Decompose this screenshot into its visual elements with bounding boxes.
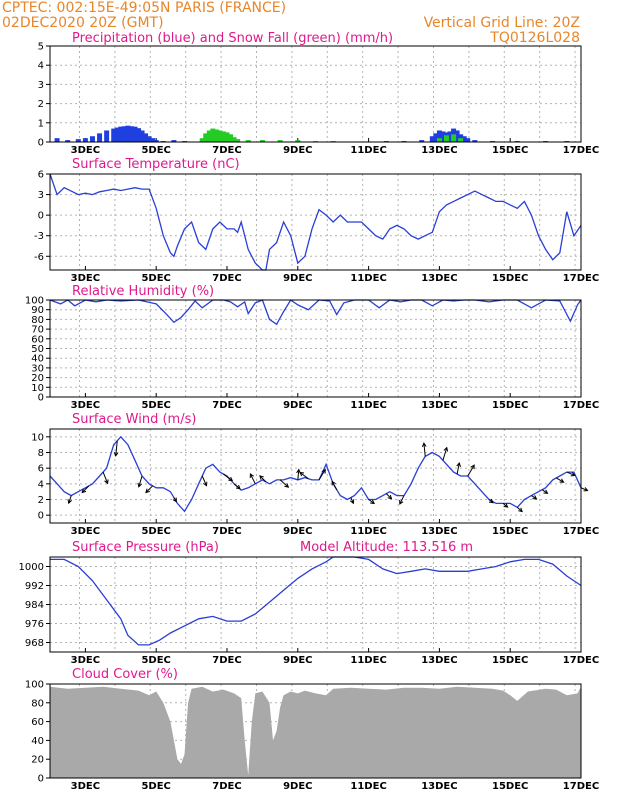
humidity-ytick-label: 40 [31,353,44,365]
temperature-ytick-label: -6 [34,251,44,263]
precip-ytick-label: 4 [37,60,44,72]
temperature-ytick-label: 6 [37,169,44,181]
wind-xtick-label: 3DEC [70,526,101,537]
temperature-series-line [50,174,581,270]
pressure-xtick-label: 15DEC [492,655,529,666]
precip-xtick-label: 5DEC [141,145,171,156]
temperature-xtick-label: 5DEC [141,273,171,284]
header-run-time: 02DEC2020 20Z (GMT) [2,15,164,31]
cloud-ytick-label: 100 [24,679,44,691]
precip-ytick-label: 2 [37,99,44,111]
precip-xtick-label: 11DEC [350,145,387,156]
cloud-ytick-label: 20 [31,754,44,766]
humidity-xtick-label: 13DEC [421,400,458,411]
wind-ytick-label: 8 [37,448,44,459]
precip-green-bar [451,134,456,142]
cloud-ytick-label: 60 [31,717,44,729]
wind-panel [31,429,599,537]
precip-xtick-label: 13DEC [421,145,458,156]
humidity-xtick-label: 3DEC [70,400,101,411]
humidity-ytick-label: 50 [31,344,44,355]
wind-title: Surface Wind (m/s) [72,412,197,427]
wind-xtick-label: 5DEC [141,526,171,537]
wind-series-line [50,437,581,512]
precip-ytick-label: 1 [37,118,44,130]
cloud-panel [25,680,599,793]
pressure-xtick-label: 11DEC [350,655,387,666]
temperature-panel [34,170,599,285]
precip-blue-bar [104,130,109,142]
header-location: CPTEC: 002:15E-49:05N PARIS (FRANCE) [2,0,287,16]
humidity-ytick-label: 10 [31,382,44,394]
precip-panel [38,42,600,157]
temperature-xtick-label: 11DEC [350,273,387,284]
humidity-ytick-label: 100 [24,295,44,307]
humidity-ytick-label: 60 [31,334,44,346]
cloud-xtick-label: 11DEC [350,781,387,792]
precip-green-bar [458,138,463,142]
precip-xtick-label: 7DEC [212,145,242,156]
cloud-xtick-label: 5DEC [141,781,171,792]
precip-blue-bar [55,138,60,142]
humidity-xtick-label: 17DEC [562,400,600,411]
precip-title: Precipitation (blue) and Snow Fall (green) (mm/h) [72,31,394,46]
cloud-title: Cloud Cover (%) [72,667,178,682]
temperature-ytick-label: 0 [37,210,44,222]
wind-xtick-label: 11DEC [350,526,387,537]
humidity-xtick-label: 15DEC [492,400,529,411]
precip-blue-bar [465,138,470,142]
pressure-title: Surface Pressure (hPa) [72,540,219,555]
header-model: TQ0126L028 [490,30,580,46]
temperature-xtick-label: 7DEC [212,273,242,284]
pressure-ytick-label: 968 [24,638,44,649]
temperature-xtick-label: 3DEC [70,273,101,284]
pressure-panel [19,557,600,666]
wind-xtick-label: 7DEC [212,526,242,537]
humidity-ytick-label: 90 [31,305,44,317]
wind-xtick-label: 13DEC [421,526,458,537]
cloud-area [50,687,581,778]
precip-ytick-label: 0 [37,137,44,149]
temperature-xtick-label: 17DEC [562,273,600,284]
precip-ytick-label: 3 [37,79,44,91]
cloud-xtick-label: 17DEC [562,781,600,792]
pressure-xtick-label: 13DEC [421,655,458,666]
humidity-xtick-label: 5DEC [141,400,171,411]
humidity-title: Relative Humidity (%) [72,284,215,299]
precip-xtick-label: 17DEC [562,145,600,156]
header-grid-line: Vertical Grid Line: 20Z [423,15,580,31]
temperature-xtick-label: 13DEC [421,273,458,284]
temperature-xtick-label: 15DEC [492,273,529,284]
precip-green-bar [437,138,442,142]
cloud-xtick-label: 13DEC [421,781,458,792]
humidity-ytick-label: 20 [31,373,44,385]
precip-green-bar [444,135,449,142]
cloud-ytick-label: 0 [37,773,44,785]
temperature-ytick-label: -3 [34,231,44,243]
pressure-ytick-label: 1000 [18,562,44,573]
pressure-ytick-label: 992 [24,581,44,592]
humidity-ytick-label: 70 [31,324,44,336]
pressure-xtick-label: 9DEC [283,655,313,666]
cloud-ytick-label: 80 [31,698,44,710]
cloud-xtick-label: 7DEC [212,781,242,792]
precip-blue-bar [90,136,95,142]
wind-frame [50,429,581,523]
humidity-ytick-label: 80 [31,314,44,326]
wind-ytick-label: 10 [31,432,44,444]
temperature-ytick-label: 3 [37,190,44,202]
temperature-xtick-label: 9DEC [283,273,313,284]
precip-blue-bar [97,133,102,142]
pressure-ytick-label: 976 [24,619,44,630]
precip-xtick-label: 15DEC [492,145,529,156]
temperature-title: Surface Temperature (nC) [72,157,240,172]
wind-ytick-label: 6 [37,463,44,475]
pressure-xtick-label: 17DEC [562,655,600,666]
wind-xtick-label: 17DEC [562,526,600,537]
humidity-xtick-label: 7DEC [212,400,242,411]
pressure-series-line [50,557,581,645]
precip-blue-bar [83,138,88,142]
precip-xtick-label: 9DEC [283,145,313,156]
humidity-ytick-label: 0 [37,392,44,404]
humidity-ytick-label: 30 [31,363,44,375]
precip-xtick-label: 3DEC [70,145,101,156]
wind-ytick-label: 0 [37,510,44,522]
wind-ytick-label: 4 [37,479,44,491]
precip-ytick-label: 5 [37,41,44,53]
wind-xtick-label: 15DEC [492,526,529,537]
pressure-ytick-label: 984 [24,600,44,611]
pressure-xtick-label: 7DEC [212,655,242,666]
cloud-xtick-label: 9DEC [283,781,313,792]
wind-xtick-label: 9DEC [283,526,313,537]
humidity-xtick-label: 9DEC [283,400,313,411]
cloud-xtick-label: 15DEC [492,781,529,792]
wind-ytick-label: 2 [37,495,44,506]
humidity-panel [25,296,599,412]
humidity-xtick-label: 11DEC [350,400,387,411]
pressure-model-altitude: Model Altitude: 113.516 m [300,540,474,555]
cloud-ytick-label: 40 [31,735,44,747]
cloud-xtick-label: 3DEC [70,781,101,792]
pressure-xtick-label: 5DEC [141,655,171,666]
humidity-series-line [50,300,581,324]
pressure-xtick-label: 3DEC [70,655,101,666]
